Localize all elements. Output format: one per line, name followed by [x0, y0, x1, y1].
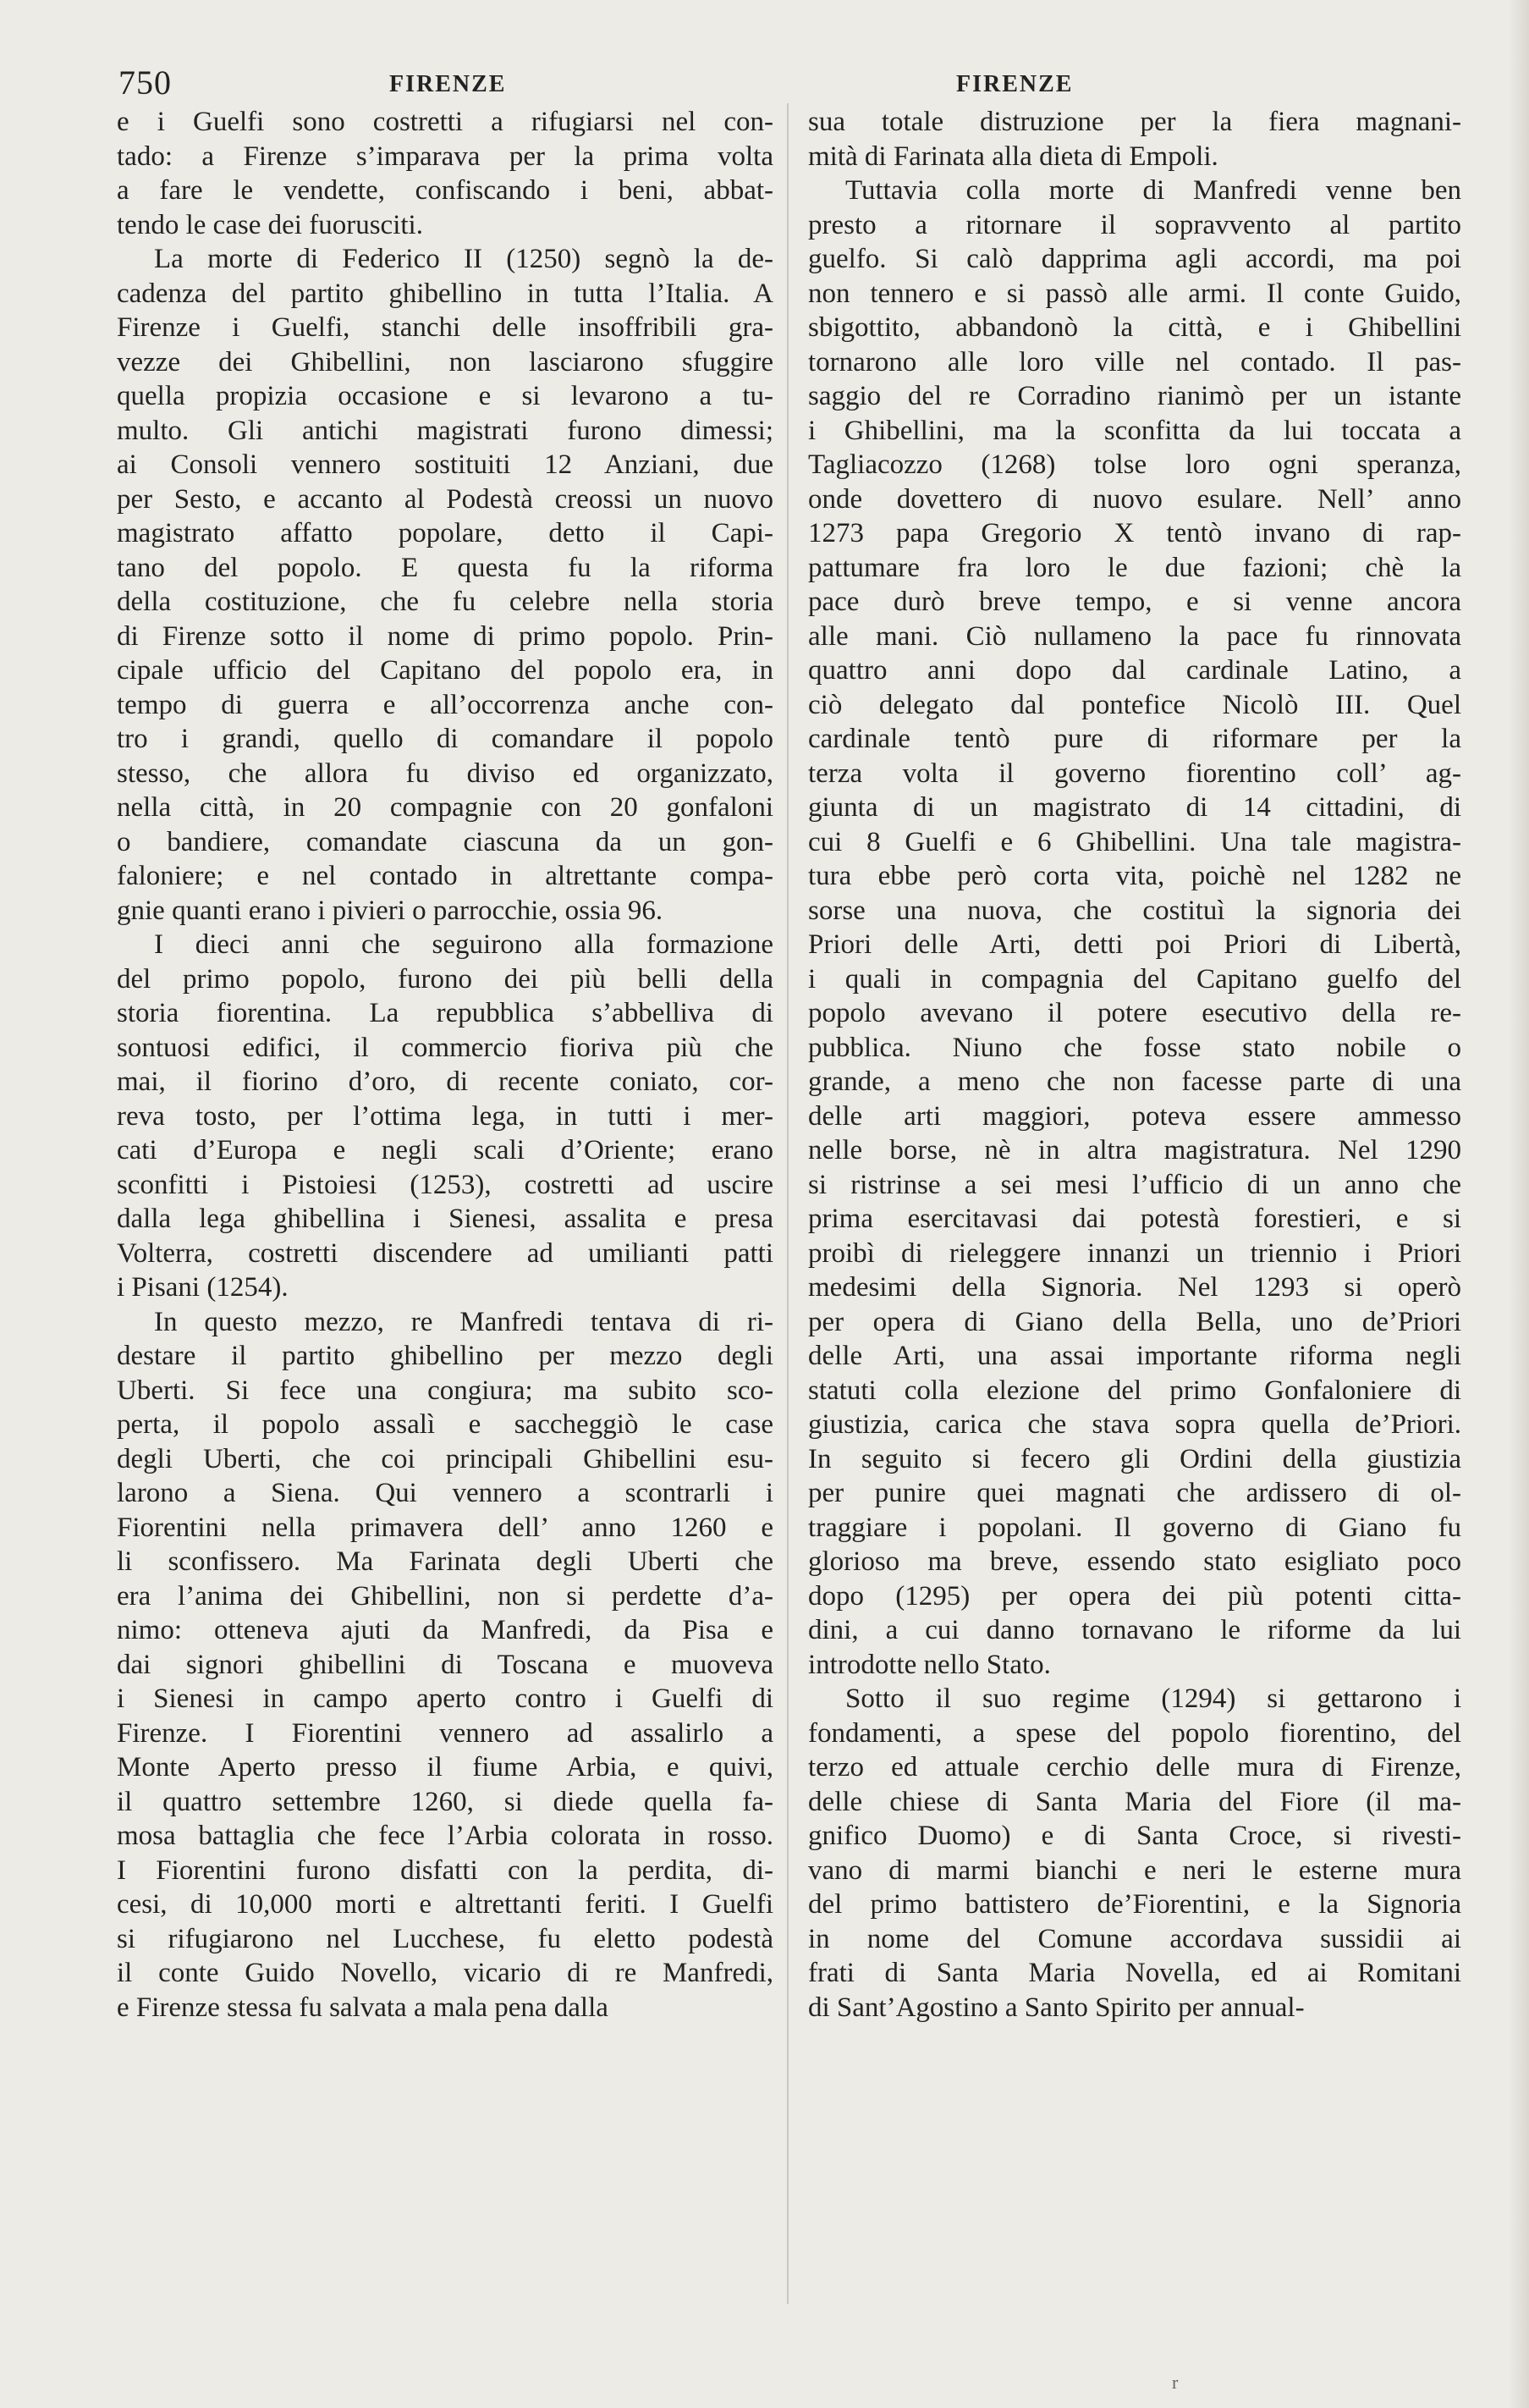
text-line: stesso, che allora fu diviso ed organizzato,	[117, 758, 773, 789]
text-line: i Pisani (1254).	[117, 1272, 289, 1303]
text-line: cati d’Europa e negli scali d’Oriente; erano	[117, 1135, 773, 1165]
text-line: Firenze i Guelfi, stanchi delle insoffribili gra-	[117, 312, 773, 343]
text-line: pubblica. Niuno che fosse stato nobile o	[808, 1032, 1461, 1063]
text-line: multo. Gli antichi magistrati furono dimessi;	[117, 415, 773, 446]
text-line: tendo le case dei fuorusciti.	[117, 209, 423, 240]
text-line: terzo ed attuale cerchio delle mura di Firenze,	[808, 1752, 1461, 1783]
text-line: Tuttavia colla morte di Manfredi venne ben	[845, 175, 1461, 206]
text-line: delle chiese di Santa Maria del Fiore (il ma-	[808, 1786, 1461, 1817]
text-line: cesi, di 10,000 morti e altrettanti feriti. I Guelfi	[117, 1889, 773, 1920]
text-line: vano di marmi bianchi e neri le esterne mura	[808, 1854, 1461, 1886]
page-edge	[1509, 0, 1529, 2408]
text-line: saggio del re Corradino rianimò per un istante	[808, 381, 1461, 411]
text-line: si rifugiarono nel Lucchese, fu eletto podestà	[117, 1923, 773, 1954]
text-line: Monte Aperto presso il fiume Arbia, e quivi,	[117, 1752, 773, 1783]
text-line: storia fiorentina. La repubblica s’abbelliva di	[117, 998, 773, 1028]
text-line: giustizia, carica che stava sopra quella de’Priori.	[808, 1409, 1461, 1440]
text-line: nella città, in 20 compagnie con 20 gonfaloni	[117, 792, 773, 823]
text-line: giunta di un magistrato di 14 cittadini, di	[808, 792, 1461, 823]
left-column	[117, 105, 773, 2356]
text-line: quella propizia occasione e si levarono a tu-	[117, 381, 773, 411]
text-line: gnie quanti erano i pivieri o parrocchie, ossia 96.	[117, 895, 663, 926]
text-line: guelfo. Si calò dapprima agli accordi, ma poi	[808, 244, 1461, 274]
text-line: Priori delle Arti, detti poi Priori di Libertà,	[808, 929, 1461, 960]
text-line: destare il partito ghibellino per mezzo degli	[117, 1341, 773, 1371]
text-line: alle mani. Ciò nullameno la pace fu rinnovata	[808, 620, 1461, 652]
footer-mark: r	[1172, 2372, 1179, 2393]
text-line: il conte Guido Novello, vicario di re Manfredi,	[117, 1958, 773, 1988]
text-line: del primo popolo, furono dei più belli della	[117, 963, 773, 995]
text-line: tempo di guerra e all’occorrenza anche con-	[117, 689, 773, 720]
text-line: e i Guelfi sono costretti a rifugiarsi nel con-	[117, 107, 773, 137]
text-line: introdotte nello Stato.	[808, 1649, 1051, 1680]
text-line: magistrato affatto popolare, detto il Capi-	[117, 518, 773, 548]
text-line: mosa battaglia che fece l’Arbia colorata in rosso.	[117, 1821, 773, 1851]
text-line: perta, il popolo assalì e saccheggiò le case	[117, 1409, 773, 1440]
text-line: La morte di Federico II (1250) segnò la de-	[154, 244, 773, 274]
text-line: i quali in compagnia del Capitano guelfo del	[808, 963, 1461, 995]
text-line: sontuosi edifici, il commercio fioriva più che	[117, 1032, 773, 1063]
text-line: sconfitti i Pistoiesi (1253), costretti ad uscire	[117, 1169, 773, 1200]
text-line: in nome del Comune accordava sussidii ai	[808, 1923, 1461, 1954]
text-line: Volterra, costretti discendere ad umilianti patti	[117, 1237, 773, 1269]
running-head-right: FIRENZE	[956, 71, 1074, 97]
text-line: cardinale tentò pure di riformare per la	[808, 724, 1461, 754]
text-line: ciò delegato dal pontefice Nicolò III. Quel	[808, 689, 1461, 720]
right-column	[808, 105, 1461, 2356]
text-line: larono a Siena. Qui vennero a scontrarli i	[117, 1478, 773, 1508]
text-line: medesimi della Signoria. Nel 1293 si operò	[808, 1272, 1461, 1303]
text-line: tura ebbe però corta vita, poichè nel 1282 ne	[808, 861, 1461, 891]
text-line: a fare le vendette, confiscando i beni, abbat-	[117, 175, 773, 206]
text-line: cipale ufficio del Capitano del popolo era, in	[117, 655, 773, 686]
text-line: Firenze. I Fiorentini vennero ad assalirlo a	[117, 1717, 773, 1749]
text-line: delle arti maggiori, poteva essere ammesso	[808, 1100, 1461, 1132]
text-line: mità di Farinata alla dieta di Empoli.	[808, 141, 1218, 172]
text-line: pattumare fra loro le due fazioni; chè la	[808, 552, 1461, 583]
text-line: non tennero e si passò alle armi. Il conte Guido,	[808, 278, 1461, 309]
text-line: faloniere; e nel contado in altrettante compa-	[117, 861, 773, 891]
text-line: reva tosto, per l’ottima lega, in tutti i mer-	[117, 1100, 773, 1132]
text-line: frati di Santa Maria Novella, ed ai Romitani	[808, 1958, 1461, 1988]
text-line: e Firenze stessa fu salvata a mala pena dalla	[117, 1992, 608, 2023]
text-line: dai signori ghibellini di Toscana e muoveva	[117, 1649, 773, 1680]
text-line: fondamenti, a spese del popolo fiorentino, del	[808, 1717, 1461, 1749]
page-number: 750	[118, 63, 172, 102]
text-line: I Fiorentini furono disfatti con la perdita, di-	[117, 1854, 773, 1886]
text-line: di Sant’Agostino a Santo Spirito per annual-	[808, 1992, 1305, 2023]
text-line: dini, a cui danno tornavano le riforme da lui	[808, 1615, 1461, 1645]
text-line: onde dovettero di nuovo esulare. Nell’ anno	[808, 483, 1461, 515]
text-line: il quattro settembre 1260, si diede quella fa-	[117, 1786, 773, 1817]
text-line: per punire quei magnati che ardissero di ol-	[808, 1478, 1461, 1508]
text-line: statuti colla elezione del primo Gonfaloniere di	[808, 1375, 1461, 1406]
text-line: dopo (1295) per opera dei più potenti citta-	[808, 1580, 1461, 1612]
text-line: tro i grandi, quello di comandare il popolo	[117, 724, 773, 754]
text-line: tano del popolo. E questa fu la riforma	[117, 552, 773, 583]
text-line: proibì di rieleggere innanzi un triennio i Priori	[808, 1237, 1461, 1269]
text-line: Fiorentini nella primavera dell’ anno 1260 e	[117, 1512, 773, 1543]
text-line: vezze dei Ghibellini, non lasciarono sfuggire	[117, 346, 773, 377]
text-line: si ristrinse a sei mesi l’ufficio di un anno che	[808, 1169, 1461, 1200]
text-line: In seguito si fecero gli Ordini della giustizia	[808, 1443, 1461, 1474]
text-line: di Firenze sotto il nome di primo popolo. Prin-	[117, 620, 773, 652]
text-line: Sotto il suo regime (1294) si gettarono i	[845, 1683, 1461, 1714]
text-line: mai, il fiorino d’oro, di recente coniato, cor-	[117, 1066, 773, 1097]
text-line: Uberti. Si fece una congiura; ma subito sco-	[117, 1375, 773, 1406]
text-line: prima esercitavasi dai potestà forestieri, e si	[808, 1204, 1461, 1234]
text-line: grande, a meno che non facesse parte di una	[808, 1066, 1461, 1097]
text-line: gnifico Duomo) e di Santa Croce, si rivesti-	[808, 1821, 1461, 1851]
column-divider	[787, 103, 789, 2304]
text-line: degli Uberti, che coi principali Ghibellini esu-	[117, 1443, 773, 1474]
text-line: o bandiere, comandate ciascuna da un gon-	[117, 826, 773, 857]
text-line: glorioso ma breve, essendo stato esigliato poco	[808, 1546, 1461, 1577]
text-line: cui 8 Guelfi e 6 Ghibellini. Una tale magistra-	[808, 826, 1461, 857]
text-line: I dieci anni che seguirono alla formazione	[154, 929, 773, 960]
text-line: popolo avevano il potere esecutivo della re-	[808, 998, 1461, 1028]
text-line: pace durò breve tempo, e si venne ancora	[808, 587, 1461, 617]
text-line: tornarono alle loro ville nel contado. Il pas-	[808, 346, 1461, 377]
text-line: nimo: otteneva ajuti da Manfredi, da Pisa e	[117, 1615, 773, 1645]
text-line: della costituzione, che fu celebre nella storia	[117, 587, 773, 617]
text-line: delle Arti, una assai importante riforma negli	[808, 1341, 1461, 1371]
text-line: tado: a Firenze s’imparava per la prima volta	[117, 141, 773, 172]
text-line: dalla lega ghibellina i Sienesi, assalita e presa	[117, 1204, 773, 1234]
text-line: quattro anni dopo dal cardinale Latino, a	[808, 655, 1461, 686]
text-line: li sconfissero. Ma Farinata degli Uberti che	[117, 1546, 773, 1577]
text-line: sbigottito, abbandonò la città, e i Ghibellini	[808, 312, 1461, 343]
text-line: ai Consoli vennero sostituiti 12 Anziani, due	[117, 449, 773, 480]
text-line: Tagliacozzo (1268) tolse loro ogni speranza,	[808, 449, 1461, 480]
text-line: era l’anima dei Ghibellini, non si perdette d’a-	[117, 1580, 773, 1612]
text-line: per Sesto, e accanto al Podestà creossi un nuovo	[117, 483, 773, 515]
text-line: presto a ritornare il sopravvento al partito	[808, 209, 1461, 240]
text-line: cadenza del partito ghibellino in tutta l’Italia. A	[117, 278, 773, 309]
text-line: del primo battistero de’Fiorentini, e la Signoria	[808, 1889, 1461, 1920]
text-line: terza volta il governo fiorentino coll’ ag-	[808, 758, 1461, 789]
running-head-left: FIRENZE	[389, 71, 507, 97]
text-line: 1273 papa Gregorio X tentò invano di rap-	[808, 518, 1461, 548]
text-line: per opera di Giano della Bella, uno de’Priori	[808, 1306, 1461, 1337]
text-line: sua totale distruzione per la fiera magnani-	[808, 107, 1461, 137]
text-line: sorse una nuova, che costituì la signoria dei	[808, 895, 1461, 926]
text-line: In questo mezzo, re Manfredi tentava di ri-	[154, 1306, 773, 1337]
text-line: nelle borse, nè in altra magistratura. Nel 1290	[808, 1135, 1461, 1165]
text-line: i Ghibellini, ma la sconfitta da lui toccata a	[808, 415, 1461, 446]
text-line: traggiare i popolani. Il governo di Giano fu	[808, 1512, 1461, 1543]
text-line: i Sienesi in campo aperto contro i Guelfi di	[117, 1683, 773, 1714]
